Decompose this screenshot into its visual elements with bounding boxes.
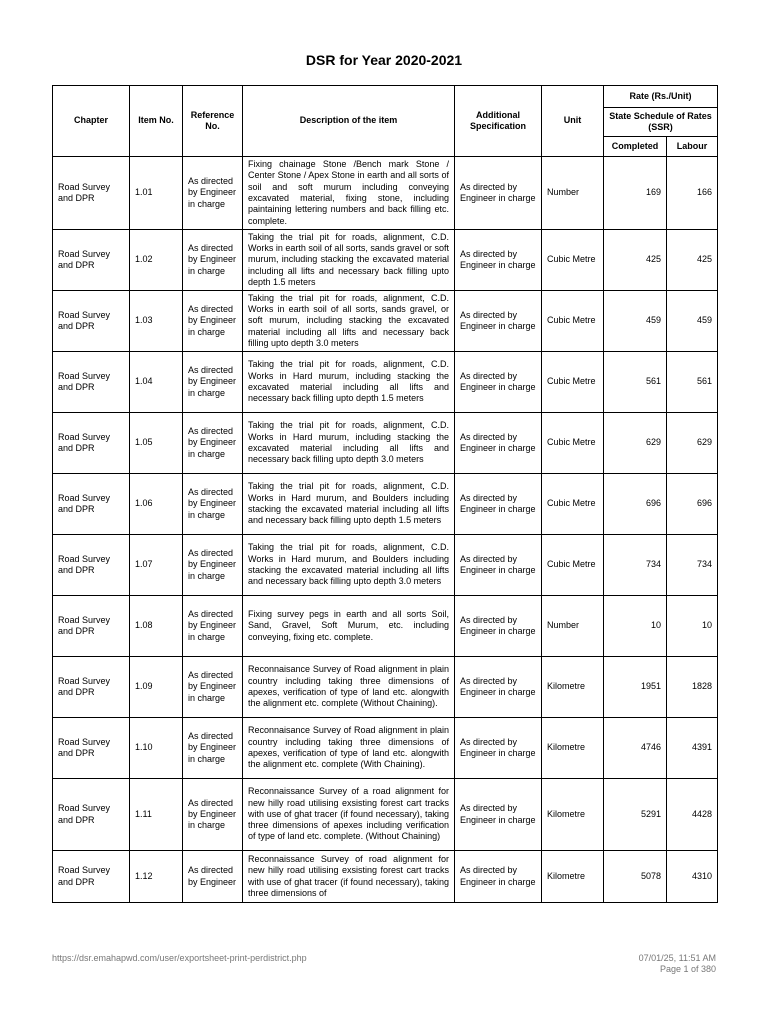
table-row <box>53 230 718 291</box>
cell-additional-spec: As directed by Engineer in charge <box>455 413 542 474</box>
cell-unit: Number <box>542 157 604 230</box>
cell-completed: 425 <box>604 230 667 291</box>
cell-additional-spec: As directed by Engineer in charge <box>455 474 542 535</box>
cell-chapter: Road Survey and DPR <box>53 230 130 291</box>
dsr-table <box>52 85 718 903</box>
cell-reference: As directed by Engineer in charge <box>183 291 243 352</box>
cell-labour: 459 <box>667 291 718 352</box>
table-row <box>53 535 718 596</box>
cell-completed: 1951 <box>604 657 667 718</box>
cell-additional-spec: As directed by Engineer in charge <box>455 535 542 596</box>
cell-description: Taking the trial pit for roads, alignment, C.D. Works in Hard murum, including stacking the excavated material including all lifts and necessary back filling upto depth 3.0 meters <box>243 413 455 474</box>
cell-reference: As directed by Engineer in charge <box>183 535 243 596</box>
table-row <box>53 596 718 657</box>
cell-labour: 1828 <box>667 657 718 718</box>
table-row <box>53 779 718 851</box>
footer-datetime: 07/01/25, 11:51 AM <box>638 953 716 963</box>
cell-item-no: 1.02 <box>130 230 183 291</box>
cell-chapter: Road Survey and DPR <box>53 474 130 535</box>
cell-unit: Cubic Metre <box>542 535 604 596</box>
cell-unit: Kilometre <box>542 779 604 851</box>
cell-item-no: 1.04 <box>130 352 183 413</box>
cell-additional-spec: As directed by Engineer in charge <box>455 657 542 718</box>
cell-additional-spec: As directed by Engineer in charge <box>455 157 542 230</box>
cell-reference: As directed by Engineer in charge <box>183 779 243 851</box>
cell-description: Reconnaisance Survey of Road alignment in plain country including taking three dimensions of apexes, verification of type of land etc. alongwith the alignment etc. complete (With Chaining). <box>243 718 455 779</box>
cell-item-no: 1.03 <box>130 291 183 352</box>
cell-description: Reconnaissance Survey of a road alignment for new hilly road utilising exsisting forest cart tracks with use of ghat tracer (if found necessary), taking three dimensions of apexes including verification of type of land etc. complete. (Without Chaining) <box>243 779 455 851</box>
header-completed: Completed <box>604 137 667 157</box>
cell-item-no: 1.01 <box>130 157 183 230</box>
cell-description: Taking the trial pit for roads, alignment, C.D. Works in Hard murum, and Boulders including stacking the excavated material including all lifts and necessary back filling upto depth 3.0 meters <box>243 535 455 596</box>
cell-item-no: 1.07 <box>130 535 183 596</box>
header-rate: Rate (Rs./Unit) <box>604 86 718 108</box>
cell-labour: 696 <box>667 474 718 535</box>
cell-additional-spec: As directed by Engineer in charge <box>455 596 542 657</box>
cell-completed: 629 <box>604 413 667 474</box>
cell-description: Fixing survey pegs in earth and all sorts Soil, Sand, Gravel, Soft Murum, etc. including conveying, fixing etc. complete. <box>243 596 455 657</box>
footer-page-number: Page 1 of 380 <box>659 964 716 974</box>
cell-unit: Cubic Metre <box>542 230 604 291</box>
cell-chapter: Road Survey and DPR <box>53 779 130 851</box>
cell-chapter: Road Survey and DPR <box>53 157 130 230</box>
cell-additional-spec: As directed by Engineer in charge <box>455 718 542 779</box>
cell-item-no: 1.10 <box>130 718 183 779</box>
cell-chapter: Road Survey and DPR <box>53 535 130 596</box>
table-row <box>53 291 718 352</box>
cell-labour: 425 <box>667 230 718 291</box>
cell-labour: 4428 <box>667 779 718 851</box>
cell-reference: As directed by Engineer in charge <box>183 657 243 718</box>
cell-item-no: 1.05 <box>130 413 183 474</box>
cell-completed: 734 <box>604 535 667 596</box>
cell-completed: 10 <box>604 596 667 657</box>
table-body <box>53 157 718 903</box>
table-row <box>53 352 718 413</box>
table-row <box>53 413 718 474</box>
cell-labour: 10 <box>667 596 718 657</box>
table-row <box>53 718 718 779</box>
cell-reference: As directed by Engineer in charge <box>183 596 243 657</box>
header-item-no: Item No. <box>130 86 183 157</box>
cell-additional-spec: As directed by Engineer in charge <box>455 779 542 851</box>
cell-description: Taking the trial pit for roads, alignment, C.D. Works in earth soil of all sorts, sands gravel, or soft murum, including stacking the excavated material including all lifts and necessary back filling upto depth 3.0 meters <box>243 291 455 352</box>
cell-chapter: Road Survey and DPR <box>53 657 130 718</box>
table-row <box>53 474 718 535</box>
cell-item-no: 1.12 <box>130 851 183 903</box>
cell-chapter: Road Survey and DPR <box>53 851 130 903</box>
cell-additional-spec: As directed by Engineer in charge <box>455 851 542 903</box>
cell-labour: 4391 <box>667 718 718 779</box>
cell-reference: As directed by Engineer in charge <box>183 474 243 535</box>
cell-labour: 629 <box>667 413 718 474</box>
header-description: Description of the item <box>243 86 455 157</box>
cell-unit: Cubic Metre <box>542 413 604 474</box>
cell-completed: 169 <box>604 157 667 230</box>
cell-additional-spec: As directed by Engineer in charge <box>455 291 542 352</box>
cell-additional-spec: As directed by Engineer in charge <box>455 352 542 413</box>
footer-url: https://dsr.emahapwd.com/user/exportsheet-print-perdistrict.php <box>52 953 307 963</box>
cell-unit: Cubic Metre <box>542 291 604 352</box>
cell-completed: 561 <box>604 352 667 413</box>
page-title: DSR for Year 2020-2021 <box>305 52 463 68</box>
cell-unit: Kilometre <box>542 851 604 903</box>
cell-completed: 696 <box>604 474 667 535</box>
footer-meta <box>639 953 716 975</box>
cell-item-no: 1.06 <box>130 474 183 535</box>
header-unit: Unit <box>542 86 604 157</box>
cell-description: Reconnaissance Survey of road alignment for new hilly road utilising exsisting forest cart tracks with use of ghat tracer (if found necessary), taking three dimensions of <box>243 851 455 903</box>
cell-chapter: Road Survey and DPR <box>53 718 130 779</box>
cell-additional-spec: As directed by Engineer in charge <box>455 230 542 291</box>
cell-completed: 4746 <box>604 718 667 779</box>
header-additional-spec: Additional Specification <box>455 86 542 157</box>
cell-reference: As directed by Engineer <box>183 851 243 903</box>
header-labour: Labour <box>667 137 718 157</box>
cell-chapter: Road Survey and DPR <box>53 291 130 352</box>
table-row <box>53 157 718 230</box>
cell-labour: 166 <box>667 157 718 230</box>
cell-item-no: 1.08 <box>130 596 183 657</box>
cell-item-no: 1.11 <box>130 779 183 851</box>
cell-description: Taking the trial pit for roads, alignment, C.D. Works in Hard murum, and Boulders including stacking the excavated material including all lifts and necessary back filling upto depth 1.5 meters <box>243 474 455 535</box>
cell-completed: 459 <box>604 291 667 352</box>
cell-unit: Cubic Metre <box>542 352 604 413</box>
cell-description: Taking the trial pit for roads, alignment, C.D. Works in earth soil of all sorts, sands gravel or soft murum, including stacking the excavated material including all lifts and necessary back filling upto depth 1.5 meters <box>243 230 455 291</box>
cell-reference: As directed by Engineer in charge <box>183 157 243 230</box>
cell-chapter: Road Survey and DPR <box>53 596 130 657</box>
cell-reference: As directed by Engineer in charge <box>183 352 243 413</box>
cell-description: Fixing chainage Stone /Bench mark Stone / Center Stone / Apex Stone in earth and all sorts of soil and soft murum including conveying excavated material, fixing stone, including paintaining lettering numbers and back filling etc. complete. <box>243 157 455 230</box>
header-reference-no: Reference No. <box>183 86 243 157</box>
cell-unit: Kilometre <box>542 718 604 779</box>
table-row <box>53 851 718 903</box>
cell-unit: Kilometre <box>542 657 604 718</box>
cell-item-no: 1.09 <box>130 657 183 718</box>
cell-completed: 5291 <box>604 779 667 851</box>
table-row <box>53 657 718 718</box>
cell-unit: Number <box>542 596 604 657</box>
cell-labour: 734 <box>667 535 718 596</box>
cell-description: Reconnaisance Survey of Road alignment in plain country including taking three dimensions of apexes, verification of type of land etc. alongwith the alignment etc. complete (Without Chaining). <box>243 657 455 718</box>
cell-labour: 561 <box>667 352 718 413</box>
cell-completed: 5078 <box>604 851 667 903</box>
cell-chapter: Road Survey and DPR <box>53 352 130 413</box>
cell-reference: As directed by Engineer in charge <box>183 413 243 474</box>
cell-description: Taking the trial pit for roads, alignment, C.D. Works in Hard murum, including stacking the excavated material including all lifts and necessary back filling upto depth 1.5 meters <box>243 352 455 413</box>
cell-chapter: Road Survey and DPR <box>53 413 130 474</box>
header-chapter: Chapter <box>53 86 130 157</box>
cell-reference: As directed by Engineer in charge <box>183 718 243 779</box>
header-ssr: State Schedule of Rates (SSR) <box>604 108 718 137</box>
cell-reference: As directed by Engineer in charge <box>183 230 243 291</box>
cell-labour: 4310 <box>667 851 718 903</box>
cell-unit: Cubic Metre <box>542 474 604 535</box>
